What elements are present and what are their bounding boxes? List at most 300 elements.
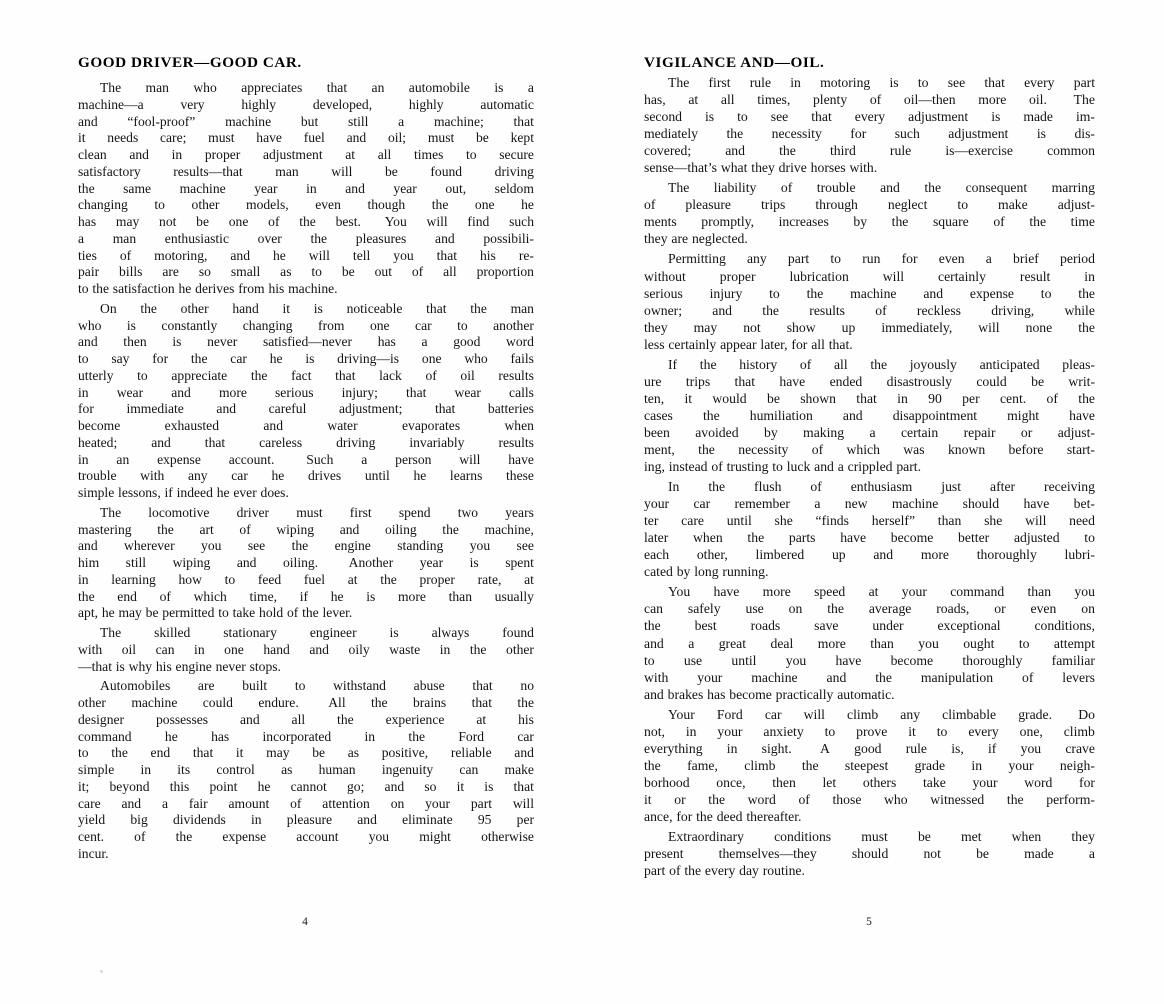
word: sight. xyxy=(761,740,792,756)
word: adjustment; xyxy=(338,401,403,417)
word: must xyxy=(296,504,323,520)
word: to xyxy=(1040,285,1052,301)
word: without xyxy=(644,268,686,284)
word: and xyxy=(644,635,664,651)
word: is xyxy=(126,317,136,333)
word: humiliation xyxy=(749,407,813,423)
word: of xyxy=(869,92,882,108)
text-line xyxy=(644,356,1095,373)
word: always xyxy=(431,625,470,640)
text-line xyxy=(644,407,1095,424)
word: is xyxy=(115,658,125,674)
word: machine xyxy=(850,285,897,301)
word: motoring xyxy=(820,75,871,90)
word: is xyxy=(469,555,479,570)
word: the xyxy=(175,829,193,844)
text-line xyxy=(78,214,534,231)
word: results—that xyxy=(173,163,243,179)
word: its xyxy=(177,762,191,777)
word: all xyxy=(720,92,735,108)
word: never xyxy=(215,658,246,674)
word: certainly xyxy=(668,336,717,352)
word: an xyxy=(371,80,385,95)
word: he xyxy=(271,468,285,484)
word: dis- xyxy=(1074,126,1095,142)
word: stops. xyxy=(249,658,281,674)
word: indeed xyxy=(176,485,213,500)
word: exceptional xyxy=(937,618,1001,634)
word: of xyxy=(811,441,824,457)
word: other xyxy=(506,641,534,657)
word: otherwise xyxy=(481,829,534,844)
word: owner; xyxy=(644,302,683,318)
text-line xyxy=(644,845,1095,862)
word: of xyxy=(810,479,822,495)
word: the xyxy=(1078,390,1095,406)
text-line xyxy=(78,248,534,265)
word: rate, xyxy=(477,571,502,587)
word: might xyxy=(419,829,451,844)
text-line xyxy=(644,686,1095,703)
word: for xyxy=(1079,774,1095,790)
text-line xyxy=(78,572,534,589)
word: of xyxy=(799,356,812,372)
word: rule xyxy=(749,75,772,90)
word: Ford xyxy=(716,706,743,722)
word: it; xyxy=(78,778,90,794)
word: run xyxy=(862,251,881,267)
word: on xyxy=(1081,601,1095,617)
word: and xyxy=(78,113,98,129)
word: of xyxy=(798,791,810,807)
word: with xyxy=(78,641,103,657)
word: and xyxy=(78,334,98,350)
word: until xyxy=(731,652,757,668)
word: the xyxy=(302,605,319,621)
text-line xyxy=(644,740,1095,757)
text-line xyxy=(644,774,1095,791)
word: shown xyxy=(800,390,836,406)
text-line xyxy=(78,605,534,622)
word: more xyxy=(397,588,426,604)
word: any xyxy=(187,468,208,484)
word: they xyxy=(1071,829,1095,845)
word: car xyxy=(415,317,432,333)
word: trouble xyxy=(78,468,117,484)
word: evaporates xyxy=(401,418,461,433)
text-line xyxy=(78,418,534,435)
word: usually xyxy=(494,588,534,604)
paragraph xyxy=(644,356,1095,475)
word: and xyxy=(121,795,142,811)
word: 90 xyxy=(928,390,942,406)
word: the xyxy=(299,214,316,229)
word: cent. xyxy=(999,390,1027,406)
word: it xyxy=(78,130,86,146)
word: then xyxy=(772,774,796,790)
word: until xyxy=(364,468,390,484)
word: not, xyxy=(644,723,665,739)
word: to xyxy=(311,264,322,280)
paragraph xyxy=(644,74,1095,176)
word: none xyxy=(1025,319,1053,335)
word: limbered xyxy=(755,547,805,563)
word: be xyxy=(196,214,209,229)
word: his xyxy=(518,711,534,727)
word: he xyxy=(257,778,271,794)
word: climb xyxy=(1063,723,1095,739)
word: good xyxy=(453,334,481,350)
word: to xyxy=(78,745,89,761)
word: in xyxy=(78,451,89,467)
word: of xyxy=(425,367,437,383)
word: others xyxy=(862,774,897,790)
word: can xyxy=(155,641,175,657)
word: to xyxy=(154,197,165,213)
word: automatic xyxy=(480,96,534,112)
word: adjustment xyxy=(908,109,969,125)
word: adjustment xyxy=(948,126,1009,142)
word: you xyxy=(1074,584,1095,600)
word: clean xyxy=(78,147,107,162)
word: they xyxy=(751,160,775,176)
word: can xyxy=(459,762,479,777)
word: car xyxy=(764,706,782,722)
word: standing xyxy=(397,538,444,554)
word: learns xyxy=(449,468,483,484)
word: speed xyxy=(814,584,846,600)
word: at xyxy=(347,571,358,587)
word: in xyxy=(364,728,376,744)
text-line xyxy=(644,635,1095,652)
text-line xyxy=(78,147,534,164)
word: and xyxy=(129,147,149,162)
word: you xyxy=(1020,740,1042,756)
word: satisfied—never xyxy=(262,334,353,350)
word: receiving xyxy=(1044,479,1095,495)
word: of xyxy=(875,302,887,318)
word: the xyxy=(779,143,796,159)
word: and xyxy=(236,555,257,570)
word: other xyxy=(180,300,209,316)
word: levers xyxy=(1062,669,1095,685)
word: other xyxy=(191,197,220,213)
word: and xyxy=(814,459,834,475)
word: in xyxy=(251,812,262,828)
word: the xyxy=(380,571,397,587)
word: to xyxy=(917,75,929,90)
word: liability xyxy=(713,180,757,196)
word: from xyxy=(238,281,265,296)
word: the xyxy=(891,214,909,230)
word: later, xyxy=(760,336,788,352)
word: than xyxy=(870,635,894,651)
word: car xyxy=(230,351,247,366)
word: covered; xyxy=(644,143,692,159)
word: third xyxy=(829,143,856,159)
word: care; xyxy=(159,130,187,146)
word: must xyxy=(861,829,888,845)
word: is xyxy=(389,625,399,640)
word: the xyxy=(924,180,942,196)
word: your xyxy=(972,774,998,790)
word: will xyxy=(1025,513,1047,529)
word: a xyxy=(398,113,405,129)
word: by xyxy=(763,424,778,440)
word: been xyxy=(644,424,670,440)
word: such xyxy=(509,214,534,229)
word: serious xyxy=(644,285,683,301)
text-line xyxy=(78,301,534,318)
text-line xyxy=(78,264,534,281)
left-page-folio: 4 xyxy=(302,916,308,928)
word: it xyxy=(684,390,693,406)
word: become xyxy=(890,530,934,546)
word: will xyxy=(978,319,1000,335)
word: ure xyxy=(644,373,662,389)
word: with xyxy=(644,669,669,685)
word: machine. xyxy=(288,281,338,296)
word: made xyxy=(1024,846,1054,862)
word: history xyxy=(739,356,778,372)
word: calls xyxy=(509,384,534,400)
word: never xyxy=(207,334,238,350)
text-line xyxy=(644,600,1095,617)
word: results xyxy=(498,367,534,383)
word: an xyxy=(116,451,130,467)
word: may xyxy=(693,319,718,335)
word: every xyxy=(1024,75,1055,90)
word: need xyxy=(1069,513,1095,529)
word: could xyxy=(202,695,233,710)
word: all xyxy=(377,147,392,162)
word: trusting xyxy=(726,459,769,475)
word: instead xyxy=(668,459,708,475)
word: plenty xyxy=(812,92,848,108)
word: that xyxy=(335,367,356,383)
word: expense xyxy=(157,451,201,467)
text-line xyxy=(78,779,534,796)
word: become xyxy=(729,686,772,702)
text-line xyxy=(78,197,534,214)
word: disappointment xyxy=(892,407,978,423)
text-line xyxy=(644,125,1095,142)
word: abuse xyxy=(413,678,445,694)
word: part. xyxy=(896,459,922,475)
paragraph xyxy=(78,625,534,675)
word: water xyxy=(327,418,358,433)
word: locomotive xyxy=(148,504,210,520)
word: ten, xyxy=(644,390,665,406)
word: bills xyxy=(119,264,143,280)
word: climbable xyxy=(942,706,997,722)
word: adjust- xyxy=(1057,197,1095,213)
text-line xyxy=(78,695,534,712)
word: beyond xyxy=(109,778,150,794)
word: your xyxy=(425,795,451,811)
word: results xyxy=(809,302,846,318)
word: save xyxy=(814,618,839,634)
word: he xyxy=(330,588,344,604)
text-line xyxy=(78,522,534,539)
word: and xyxy=(230,247,251,263)
word: it xyxy=(644,791,652,807)
word: to xyxy=(644,652,655,668)
word: incorporated xyxy=(262,728,332,744)
word: to xyxy=(457,317,468,333)
word: man xyxy=(275,163,299,179)
word: rule xyxy=(889,143,912,159)
word: or xyxy=(1020,424,1033,440)
word: anticipated xyxy=(979,356,1040,372)
word: your xyxy=(697,669,723,685)
word: of xyxy=(1046,390,1058,406)
word: show xyxy=(786,319,816,335)
word: lever. xyxy=(322,605,353,621)
word: made xyxy=(1023,109,1053,125)
word: they xyxy=(644,231,668,247)
word: in xyxy=(971,757,983,773)
word: long xyxy=(694,564,719,580)
word: endure. xyxy=(258,695,299,710)
word: proper xyxy=(419,571,455,587)
word: thoroughly xyxy=(976,547,1037,563)
word: use xyxy=(745,601,764,617)
word: is xyxy=(889,75,899,90)
word: careless xyxy=(259,434,303,450)
word: The xyxy=(668,75,690,90)
text-line xyxy=(78,181,534,198)
word: than xyxy=(937,513,962,529)
word: have xyxy=(508,451,534,467)
word: is, xyxy=(951,740,964,756)
right-page-heading: VIGILANCE AND—OIL. xyxy=(644,54,825,72)
word: exhausted xyxy=(164,418,220,433)
word: driver xyxy=(236,504,270,520)
word: not xyxy=(923,846,941,862)
word: cannot xyxy=(290,778,327,794)
text-line xyxy=(644,230,1095,247)
word: it xyxy=(235,745,244,761)
word: engine xyxy=(175,658,212,674)
word: highly xyxy=(408,96,444,112)
word: “finds xyxy=(815,513,849,529)
word: trips xyxy=(760,197,786,213)
word: that xyxy=(426,300,447,316)
word: fuel xyxy=(303,571,326,587)
word: more xyxy=(978,92,1007,108)
word: of xyxy=(159,588,171,604)
word: is xyxy=(494,80,504,95)
word: in xyxy=(439,641,451,657)
word: oily xyxy=(348,641,370,657)
word: as xyxy=(347,745,360,761)
word: day xyxy=(739,863,759,879)
word: of xyxy=(993,214,1005,230)
word: these xyxy=(506,468,534,484)
word: who xyxy=(78,317,102,333)
word: will xyxy=(426,214,448,229)
word: later xyxy=(644,530,669,546)
word: grade. xyxy=(1018,706,1053,722)
word: fuel xyxy=(303,130,325,146)
word: not xyxy=(743,319,761,335)
word: the xyxy=(870,356,888,372)
word: stationary xyxy=(223,625,277,640)
word: in xyxy=(1084,268,1095,284)
word: cases xyxy=(644,407,673,423)
word: who xyxy=(193,80,217,95)
word: has xyxy=(707,686,726,702)
word: that xyxy=(192,745,214,761)
word: the xyxy=(250,367,268,383)
word: you xyxy=(918,635,939,651)
word: in xyxy=(685,723,697,739)
word: the xyxy=(190,351,208,366)
word: very xyxy=(180,96,205,112)
word: be xyxy=(341,264,355,280)
word: roads xyxy=(750,618,781,634)
word: known xyxy=(947,441,986,457)
word: at xyxy=(524,571,534,587)
word: take xyxy=(232,605,256,621)
word: remember xyxy=(734,496,790,512)
word: no xyxy=(520,678,534,694)
word: permitted xyxy=(162,605,215,621)
paragraph xyxy=(78,505,534,622)
word: flush xyxy=(754,479,782,495)
word: with xyxy=(140,468,165,484)
word: years xyxy=(505,504,534,520)
word: time xyxy=(1070,214,1095,230)
word: to xyxy=(737,109,748,125)
text-line xyxy=(78,485,534,502)
word: the xyxy=(92,281,109,296)
text-line xyxy=(78,80,534,97)
text-line xyxy=(78,281,534,298)
text-line xyxy=(644,91,1095,108)
word: ended xyxy=(829,373,863,389)
word: be xyxy=(917,829,931,845)
word: oil; xyxy=(387,130,407,146)
word: the xyxy=(762,302,780,318)
word: of xyxy=(711,459,723,475)
word: become xyxy=(78,418,121,433)
word: machine xyxy=(751,669,798,685)
word: necessity xyxy=(771,126,822,142)
word: for xyxy=(676,808,693,824)
word: the xyxy=(875,669,892,685)
word: seldom xyxy=(494,180,534,196)
word: even xyxy=(938,251,965,267)
text-line xyxy=(644,424,1095,441)
word: out, xyxy=(445,180,467,196)
word: any xyxy=(746,251,767,267)
word: of xyxy=(268,214,280,229)
word: all xyxy=(291,711,306,727)
word: and xyxy=(923,285,944,301)
word: at xyxy=(868,584,879,600)
word: of xyxy=(644,197,656,213)
word: driving xyxy=(336,434,376,450)
word: hand xyxy=(232,300,259,316)
word: trips xyxy=(685,373,711,389)
word: once, xyxy=(716,774,746,790)
word: the xyxy=(78,180,95,196)
word: and xyxy=(263,418,284,433)
word: command xyxy=(78,728,132,744)
word: The xyxy=(100,80,122,95)
